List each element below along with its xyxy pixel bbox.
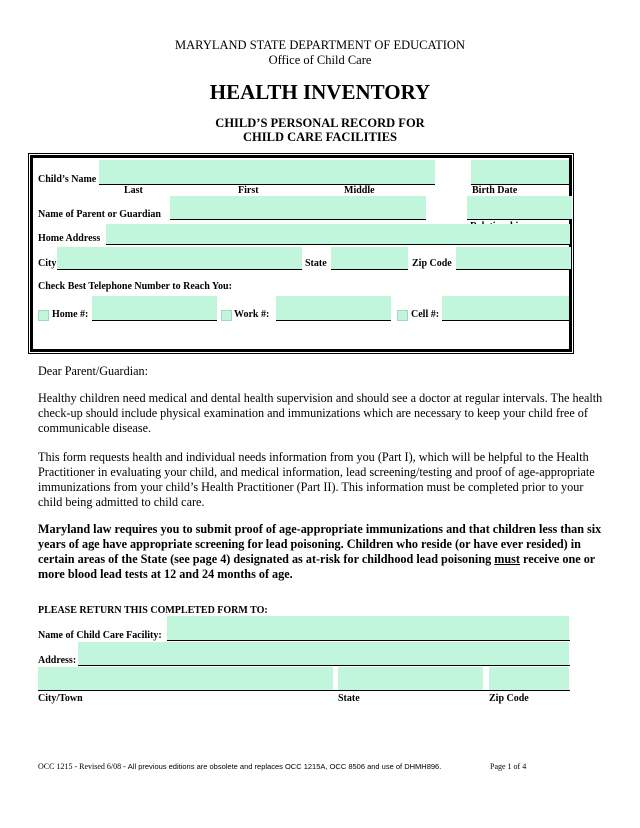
facility-underline: [167, 640, 570, 641]
work-phone-checkbox[interactable]: [221, 310, 232, 321]
first-label: First: [238, 185, 259, 196]
state-field[interactable]: [331, 247, 408, 269]
cell-phone-checkbox[interactable]: [397, 310, 408, 321]
childs-name-underline: [99, 184, 435, 185]
facility-label: Name of Child Care Facility:: [38, 630, 162, 641]
page-title: HEALTH INVENTORY: [209, 80, 431, 104]
lead-law-end: receive one or more blood lead tests at 12 and 24 months of age.: [38, 552, 595, 581]
work-phone-underline: [276, 320, 391, 321]
home-phone-checkbox[interactable]: [38, 310, 49, 321]
return-address-underline: [78, 665, 570, 666]
city-underline: [57, 269, 302, 270]
cell-phone-label: Cell #:: [411, 309, 440, 320]
city-field[interactable]: [57, 247, 302, 269]
return-address-field[interactable]: [78, 642, 569, 665]
return-address-label: Address:: [38, 655, 77, 666]
state-label: State: [305, 258, 327, 269]
relationship-underline: [467, 219, 572, 220]
birth-date-label: Birth Date: [472, 185, 518, 196]
salutation: Dear Parent/Guardian:: [38, 364, 148, 378]
home-phone-field[interactable]: [92, 296, 217, 320]
return-state-field[interactable]: [338, 667, 483, 690]
letter-paragraph-1: Healthy children need medical and dental health supervision and should see a doctor at regular intervals. The health check-up should include physical examination and immunizations which are necessary to keep your child free of communicable disease.: [38, 391, 603, 435]
home-phone-label: Home #:: [52, 309, 89, 320]
must-emphasis: must: [494, 552, 520, 566]
work-phone-label: Work #:: [234, 309, 270, 320]
return-city-field[interactable]: [38, 667, 333, 690]
zip-underline: [456, 269, 571, 270]
address-underline: [106, 244, 572, 245]
obsolete-notice: All previous editions are obsolete and replaces OCC 1215A, OCC 8506 and use of DHMH896.: [127, 762, 442, 771]
office-name: Office of Child Care: [268, 53, 372, 67]
birth-date-field[interactable]: [471, 160, 569, 184]
agency-name: MARYLAND STATE DEPARTMENT OF EDUCATION: [175, 38, 465, 52]
footer-form-id: [38, 762, 441, 771]
lead-law-paragraph: [38, 522, 606, 582]
cell-phone-field[interactable]: [442, 296, 569, 320]
lead-law-text: Maryland law requires you to submit proof of age-appropriate immunizations and that children less than six years of age have appropriate screening for lead poisoning. Children who reside (or have ever resided) in certain areas of the State (see page 4) designated as at-risk for childhood lead poisoning: [38, 522, 602, 566]
return-state-label: State: [338, 693, 360, 704]
return-city-label: City/Town: [38, 693, 83, 704]
page-number: Page 1 of 4: [490, 762, 527, 771]
home-phone-underline: [92, 320, 217, 321]
facility-name-field[interactable]: [167, 616, 569, 640]
phone-prompt: Check Best Telephone Number to Reach You:: [38, 281, 232, 292]
childs-name-label: Child’s Name: [38, 174, 97, 185]
subtitle-line1: CHILD’S PERSONAL RECORD FOR: [215, 116, 425, 130]
letter-paragraph-2: This form requests health and individual needs information from you (Part I), which will be helpful to the Health Practitioner in evaluating your child, and medical information, lead screening/testing and proof of age-appropriate immunizations from your child’s Health Practitioner (Part II). This information must be completed prior to your child being admitted to child care.: [38, 450, 595, 509]
city-label: City: [38, 258, 57, 269]
middle-label: Middle: [344, 185, 375, 196]
parent-underline: [170, 219, 426, 220]
return-zip-label: Zip Code: [489, 693, 529, 704]
last-label: Last: [124, 185, 143, 196]
cell-phone-underline: [442, 320, 569, 321]
home-address-field[interactable]: [106, 224, 570, 244]
subtitle-line2: CHILD CARE FACILITIES: [243, 130, 397, 144]
parent-name-field[interactable]: [170, 196, 426, 219]
address-label: Home Address: [38, 233, 101, 244]
parent-label: Name of Parent or Guardian: [38, 209, 161, 220]
relationship-field[interactable]: [467, 196, 572, 219]
childs-name-field[interactable]: [99, 160, 435, 184]
return-heading: PLEASE RETURN THIS COMPLETED FORM TO:: [38, 605, 268, 616]
work-phone-field[interactable]: [276, 296, 391, 320]
return-zip-field[interactable]: [489, 667, 569, 690]
form-id: OCC 1215 - Revised 6/08 -: [38, 762, 128, 771]
zip-label: Zip Code: [412, 258, 452, 269]
zip-field[interactable]: [456, 247, 571, 269]
state-underline: [331, 269, 408, 270]
return-city-underline: [38, 690, 570, 691]
